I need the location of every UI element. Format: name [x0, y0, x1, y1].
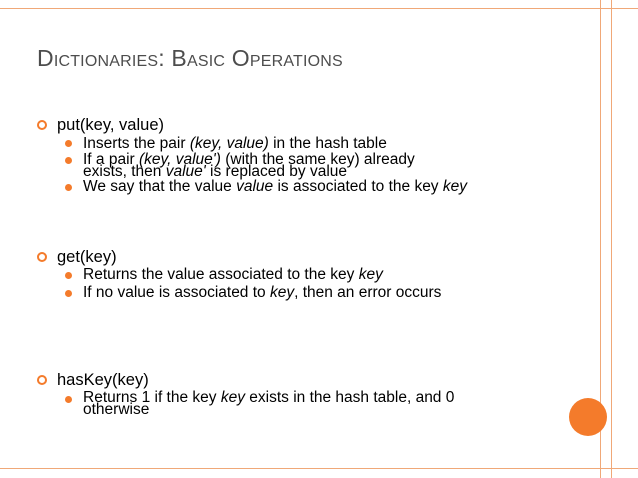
text-run: value' [165, 163, 206, 180]
item-text [83, 178, 467, 195]
text-run: , then an error occurs [294, 284, 442, 301]
section-bullet-icon [37, 120, 47, 130]
section-heading-get: get(key) [57, 248, 117, 266]
text-run: Inserts the pair [83, 135, 190, 152]
title-part: O [225, 45, 250, 71]
item-text [83, 284, 441, 301]
title-part: PERATIONS [249, 53, 343, 70]
text-run: key [220, 389, 245, 406]
text-run: (with the same key) already [220, 151, 415, 168]
text-run: is replaced by value [205, 163, 348, 180]
title-part: ASIC [186, 53, 226, 70]
text-run: value [236, 178, 274, 195]
item-bullet-icon [65, 290, 72, 297]
text-run: If a pair [83, 151, 139, 168]
text-run: Returns the value associated to the key [83, 266, 359, 283]
slide-title [37, 45, 343, 72]
text-run: is associated to the key [273, 178, 443, 195]
item-bullet-icon [65, 272, 72, 279]
title-part: D [37, 45, 54, 71]
item-text [83, 266, 383, 283]
section-heading-put: put(key, value) [57, 116, 164, 134]
text-run: We say that the value [83, 178, 237, 195]
text-run: If no value is associated to [83, 284, 270, 301]
frame-top-line [0, 8, 638, 9]
text-run: otherwise [83, 401, 150, 418]
frame-bottom-line [0, 468, 638, 469]
text-run: in the hash table [268, 135, 387, 152]
title-part: ICTIONARIES [53, 53, 159, 70]
item-bullet-icon [65, 140, 72, 147]
text-run: key [358, 266, 383, 283]
frame-right-inner-line [611, 0, 612, 478]
text-run: exists, then [83, 163, 166, 180]
text-run: exists in the hash table, and 0 [244, 389, 455, 406]
decorative-circle [569, 398, 607, 436]
title-part: : B [158, 45, 187, 71]
section-bullet-icon [37, 375, 47, 385]
item-bullet-icon [65, 157, 72, 164]
text-run: key [269, 284, 295, 301]
text-run: key [442, 178, 467, 195]
item-bullet-icon [65, 396, 72, 403]
text-run: Returns 1 if the key [83, 389, 221, 406]
item-bullet-icon [65, 184, 72, 191]
text-run: (key, value) [189, 135, 269, 152]
text-run: (key, value') [139, 151, 221, 168]
section-bullet-icon [37, 252, 47, 262]
item-text [83, 135, 387, 152]
item-text-continued [83, 401, 149, 418]
section-heading-haskey: hasKey(key) [57, 371, 149, 389]
